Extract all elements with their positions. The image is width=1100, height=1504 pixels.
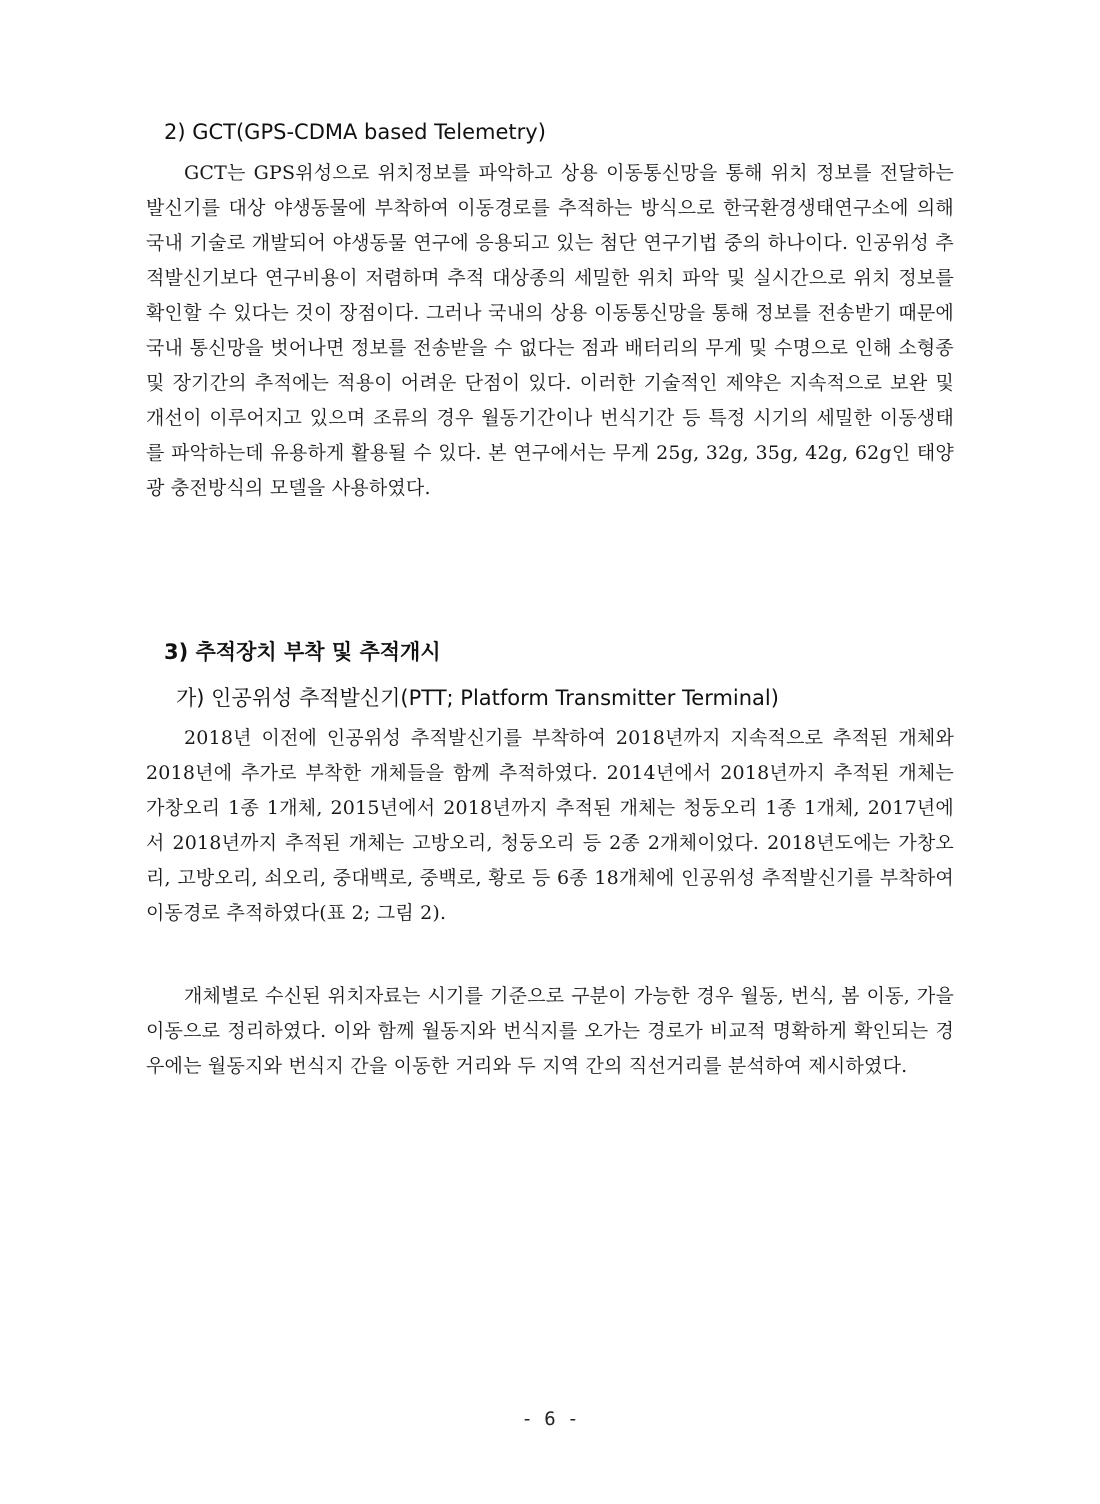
section-heading-gct: 2) GCT(GPS-CDMA based Telemetry) <box>164 120 546 144</box>
subsection-heading-ptt: 가) 인공위성 추적발신기(PTT; Platform Transmitter Terminal) <box>176 686 779 710</box>
paragraph-ptt-1: 2018년 이전에 인공위성 추적발신기를 부착하여 2018년까지 지속적으로 추적된 개체와 2018년에 추가로 부착한 개체들을 함께 추적하였다. 2014년에서 2018년까지 추적된 개체는 가창오리 1종 1개체, 2015년에서 2018년까지 추적된 개체는 청둥오리 1종 1개체, 2017년에서 2018년까지 추적된 개체는 고방오리, 청둥오리 등 2종 2개체이었다. 2018년도에는 가창오리, 고방오리, 쇠오리, 중대백로, 중백로, 황로 등 6종 18개체에 인공위성 추적발신기를 부착하여 이동경로 추적하였다(표 2; 그림 2). <box>146 727 954 924</box>
page-number: - 6 - <box>521 1408 579 1430</box>
section-heading-tracking: 3) 추적장치 부착 및 추적개시 <box>164 640 441 664</box>
paragraph-ptt-2: 개체별로 수신된 위치자료는 시기를 기준으로 구분이 가능한 경우 월동, 번식, 봄 이동, 가을 이동으로 정리하였다. 이와 함께 월동지와 번식지를 오가는 경로가 비교적 명확하게 확인되는 경우에는 월동지와 번식지 간을 이동한 거리와 두 지역 간의 직선거리를 분석하여 제시하였다. <box>146 985 954 1077</box>
paragraph-gct: GCT는 GPS위성으로 위치정보를 파악하고 상용 이동통신망을 통해 위치 정보를 전달하는 발신기를 대상 야생동물에 부착하여 이동경로를 추적하는 방식으로 한국환경생태연구소에 의해 국내 기술로 개발되어 야생동물 연구에 응용되고 있는 첨단 연구기법 중의 하나이다. 인공위성 추적발신기보다 연구비용이 저렴하며 추적 대상종의 세밀한 위치 파악 및 실시간으로 위치 정보를 확인할 수 있다는 것이 장점이다. 그러나 국내의 상용 이동통신망을 통해 정보를 전송받기 때문에 국내 통신망을 벗어나면 정보를 전송받을 수 없다는 점과 배터리의 무게 및 수명으로 인해 소형종 및 장기간의 추적에는 적용이 어려운 단점이 있다. 이러한 기술적인 제약은 지속적으로 보완 및 개선이 이루어지고 있으며 조류의 경우 월동기간이나 번식기간 등 특정 시기의 세밀한 이동생태를 파악하는데 유용하게 활용될 수 있다. 본 연구에서는 무게 25g, 32g, 35g, 42g, 62g인 태양광 충전방식의 모델을 사용하였다. <box>146 162 954 499</box>
